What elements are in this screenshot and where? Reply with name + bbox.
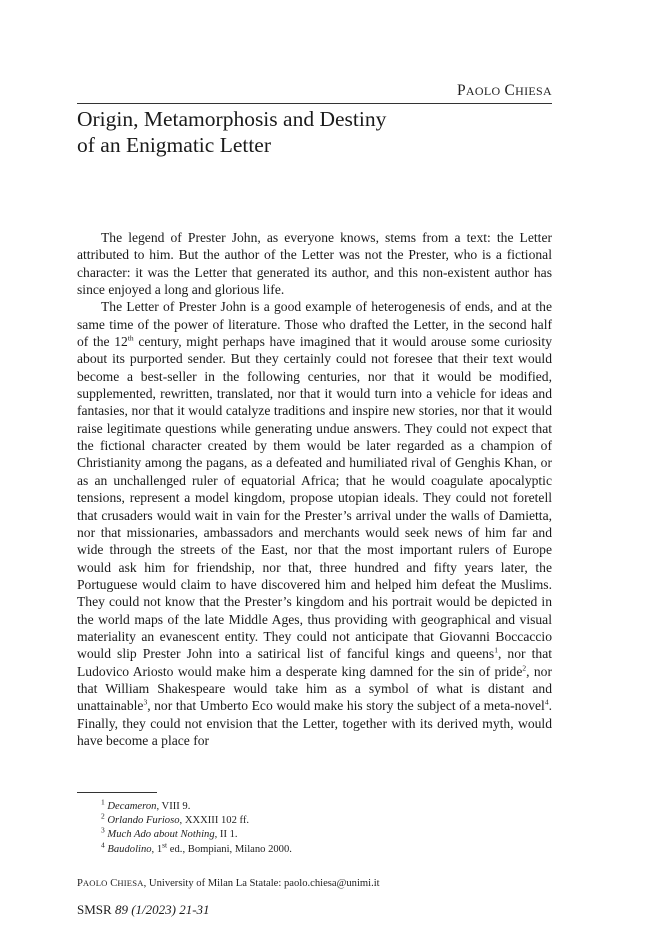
paragraph-2 xyxy=(77,298,552,749)
p2-segment-e: , nor that Umberto Eco would make his story the subject of a meta-novel xyxy=(147,698,545,714)
footnote-title: Much Ado about Nothing xyxy=(107,829,215,841)
footnote-1 xyxy=(101,797,292,814)
footnote-2 xyxy=(101,811,292,828)
p2-segment-f: . Finally, they could not envision that the Letter, together with its derived myth, would have become a place for xyxy=(77,698,552,748)
footnote-4 xyxy=(101,840,292,857)
p2-segment-d: , nor that William Shakespeare would take him as a symbol of what is distant and unattainable xyxy=(77,663,552,714)
footnote-number: 3 xyxy=(101,825,105,835)
footnote-title: Orlando Furioso xyxy=(107,815,180,827)
footnote-3 xyxy=(101,825,292,842)
author-first-rest: AOLO xyxy=(82,878,108,888)
p2-segment-c: , nor that Ludovico Ariosto would make him a desperate king damned for the sin of pride xyxy=(77,646,553,679)
footnote-title: Decameron xyxy=(107,801,157,812)
journal-citation xyxy=(77,902,210,918)
running-head-initial-first: P xyxy=(457,82,466,99)
footnote-rest: , XXXIII 102 ff. xyxy=(179,815,250,827)
author-initial-last: C xyxy=(110,878,118,889)
footnote-ref-2[interactable]: 2 xyxy=(522,663,527,673)
superscript-th: th xyxy=(127,333,134,343)
author-affiliation xyxy=(77,878,380,889)
affiliation-text: , University of Milan La Statale: paolo.chiesa@unimi.it xyxy=(143,878,380,889)
footnote-number: 2 xyxy=(101,811,105,821)
author-last-rest: HIESA xyxy=(117,878,144,888)
footnote-rest: , VIII 9. xyxy=(156,801,191,812)
footnote-ref-1[interactable]: 1 xyxy=(494,645,498,655)
footnotes xyxy=(101,797,292,857)
footnote-number: 1 xyxy=(101,797,105,807)
footnote-rule xyxy=(77,792,157,793)
paragraph-1: The legend of Prester John, as everyone knows, stems from a text: the Letter attributed to him. But the author of the Letter was not the Prester, who is a fictional character: it was the Letter that generated its author, and this non-existent author has since enjoyed a long and glorious life. xyxy=(77,230,552,298)
footnote-rest: , II 1. xyxy=(214,829,238,841)
running-head-last-rest: HIESA xyxy=(515,84,552,98)
p2-segment-a: The Letter of Prester John is a good example of heterogenesis of ends, and at the same time of the power of literature. Those who drafted the Letter, in the second half of the 12 xyxy=(77,299,552,350)
footnote-rest: , 1 xyxy=(151,843,163,855)
running-head xyxy=(457,82,552,100)
footnote-title: Baudolino xyxy=(107,843,152,855)
footnote-rest: ed., Bompiani, Milano 2000. xyxy=(167,843,292,855)
author-initial-first: P xyxy=(77,878,83,889)
footnote-ref-3[interactable]: 3 xyxy=(143,697,148,707)
title-line-2: of an Enigmatic Letter xyxy=(77,133,272,157)
title-line-1: Origin, Metamorphosis and Destiny xyxy=(77,107,387,131)
journal-abbrev: SMSR xyxy=(77,902,112,917)
header-rule xyxy=(77,103,552,104)
journal-issue: 89 (1/2023) 21-31 xyxy=(114,902,210,917)
footnote-superscript: st xyxy=(162,840,168,850)
footnote-ref-4[interactable]: 4 xyxy=(544,697,549,707)
running-head-first-rest: AOLO xyxy=(465,84,501,98)
body-text xyxy=(77,229,552,749)
footnote-number: 4 xyxy=(101,840,105,850)
p2-segment-b: century, might perhaps have imagined that it would arouse some curiosity about its purported sender. But they certainly could not foresee that their text would become a best-seller in the following centuries, nor that it would be modified, supplemented, rewritten, translated, nor that it would turn into a vehicle for ideas and fantasies, nor that it would catalyze traditions and inspire new stories, nor that it would raise legitimate questions while generating undue answers. They could not expect that the fictional character created by them would be later regarded as a champion of Christianity among the pagans, as a defeated and humiliated rival of Genghis Khan, or as an unchallenged ruler of equatorial Africa; that he would coagulate apocalyptic tensions, represent a model kingdom, propose utopian ideals. They could not foretell that crusaders would wait in vain for the Prester’s arrival under the walls of Damietta, nor that missionaries, ambassadors and merchants would seek news of him far and wide through the streets of the East, nor that the most important rulers of Europe would ask him for friendship, nor that, three hundred and fifty years later, the Portuguese would claim to have discovered him and helped him defeat the Muslims. They could not know that the Prester’s kingdom and his portrait would be depicted in the world maps of the late Middle Ages, thus providing with geographical and visual materiality an evanescent entity. They could not anticipate that Giovanni Boccaccio would slip Prester John into a satirical list of fanciful kings and queens xyxy=(77,334,552,662)
running-head-initial-last: C xyxy=(504,82,516,99)
article-title xyxy=(77,106,386,158)
